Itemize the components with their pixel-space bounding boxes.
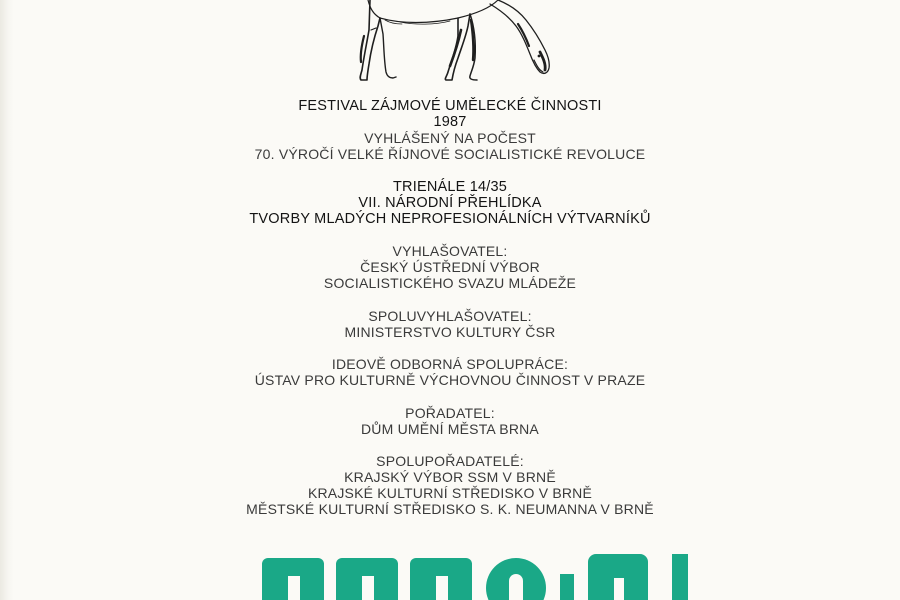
co-organizers-heading: SPOLUPOŘADATELÉ: bbox=[376, 453, 524, 469]
announcer-name-line1: ČESKÝ ÚSTŘEDNÍ VÝBOR bbox=[360, 259, 540, 275]
cooperation-name: ÚSTAV PRO KULTURNĚ VÝCHOVNOU ČINNOST V PRAZE bbox=[254, 372, 646, 388]
triennial-title: TRIENÁLE 14/35 bbox=[392, 179, 508, 195]
festival-dedication: VYHLÁŠENÝ NA POČEST bbox=[364, 130, 536, 146]
large-green-title-graphic bbox=[0, 548, 900, 600]
triennial-block bbox=[0, 179, 900, 227]
cooperation-heading: IDEOVĚ ODBORNÁ SPOLUPRÁCE: bbox=[331, 356, 569, 372]
co-organizer-1: KRAJSKÝ VÝBOR SSM V BRNĚ bbox=[344, 469, 556, 485]
co-announcer-heading: SPOLUVYHLAŠOVATEL: bbox=[368, 308, 532, 324]
announcer-heading: VYHLAŠOVATEL: bbox=[392, 243, 508, 259]
announcer-name-line2: SOCIALISTICKÉHO SVAZU MLÁDEŽE bbox=[323, 275, 577, 291]
announcer-block bbox=[0, 243, 900, 291]
festival-year: 1987 bbox=[433, 114, 467, 130]
organizer-heading: POŘADATEL: bbox=[405, 405, 495, 421]
horse-sketch-icon bbox=[340, 0, 560, 86]
triennial-subtitle: VII. NÁRODNÍ PŘEHLÍDKA bbox=[358, 195, 542, 211]
triennial-description: TVORBY MLADÝCH NEPROFESIONÁLNÍCH VÝTVARNÍKŮ bbox=[249, 211, 651, 227]
festival-block bbox=[0, 98, 900, 162]
organizer-name: DŮM UMĚNÍ MĚSTA BRNA bbox=[361, 421, 539, 437]
festival-title: FESTIVAL ZÁJMOVÉ UMĚLECKÉ ČINNOSTI bbox=[298, 98, 602, 114]
co-organizers-block bbox=[0, 453, 900, 517]
co-announcer-block bbox=[0, 308, 900, 340]
cooperation-block bbox=[0, 356, 900, 388]
festival-anniversary: 70. VÝROČÍ VELKÉ ŘÍJNOVÉ SOCIALISTICKÉ REVOLUCE bbox=[254, 146, 646, 162]
organizer-block bbox=[0, 405, 900, 437]
co-organizer-3: MĚSTSKÉ KULTURNÍ STŘEDISKO S. K. NEUMANNA V BRNĚ bbox=[246, 501, 654, 517]
co-organizer-2: KRAJSKÉ KULTURNÍ STŘEDISKO V BRNĚ bbox=[307, 485, 593, 501]
co-announcer-name: MINISTERSTVO KULTURY ČSR bbox=[344, 324, 556, 340]
